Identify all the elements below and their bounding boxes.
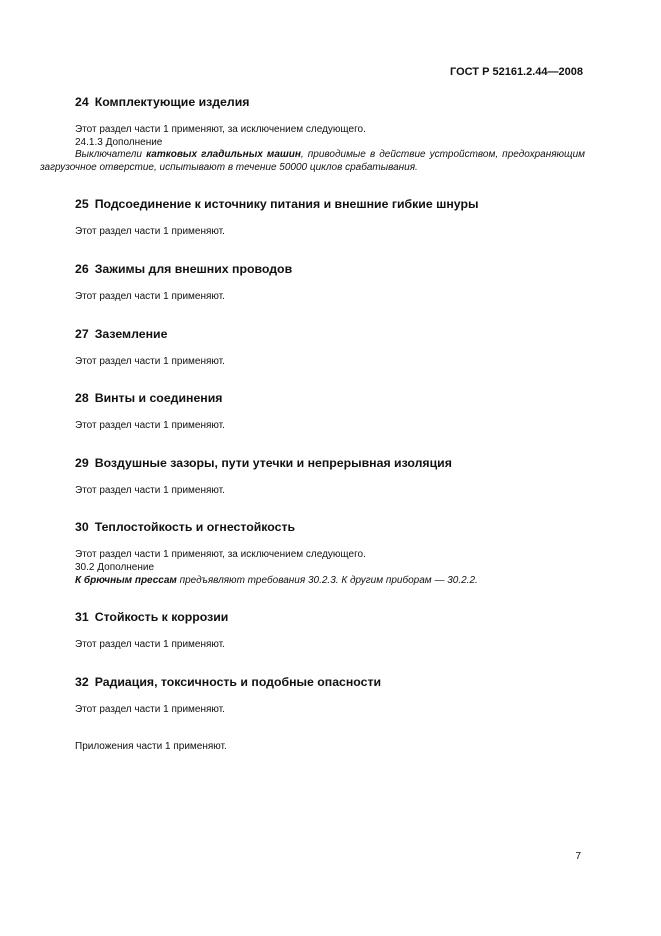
page-number: 7: [575, 851, 581, 862]
section-26: [40, 261, 580, 326]
amendment-post: предъявляют требования 30.2.3. К другим приборам — 30.2.2.: [176, 574, 478, 586]
section-title: [75, 261, 580, 277]
section-title: [75, 390, 580, 406]
section-title: [75, 196, 580, 212]
section-31: [40, 609, 580, 674]
section-28: [40, 390, 580, 455]
section-body: [40, 226, 580, 239]
section-29: [40, 455, 580, 520]
section-body: [40, 549, 580, 587]
section-number: 29: [75, 455, 89, 470]
paragraph: Этот раздел части 1 применяют.: [75, 226, 225, 238]
section-heading: Воздушные зазоры, пути утечки и непрерывная изоляция: [94, 455, 452, 470]
document-code: ГОСТ Р 52161.2.44—2008: [449, 66, 583, 78]
section-27: [40, 326, 580, 391]
section-body: [40, 420, 580, 433]
section-number: 26: [75, 261, 89, 276]
paragraph: Этот раздел части 1 применяют.: [75, 703, 225, 715]
paragraph: Этот раздел части 1 применяют.: [75, 355, 225, 367]
section-heading: Комплектующие изделия: [94, 95, 250, 109]
section-body: [40, 356, 580, 369]
paragraph: Этот раздел части 1 применяют, за исключением следующего.: [75, 549, 366, 561]
section-body: [40, 291, 580, 304]
amendment-text: [75, 575, 580, 588]
section-body: [40, 704, 580, 717]
amendment-emphasis: катковых гладильных машин: [146, 149, 301, 161]
paragraph: Этот раздел части 1 применяют, за исключением следующего.: [75, 124, 366, 135]
section-number: 27: [75, 326, 89, 341]
amendment-post: , приводимые в действие устройством, предохраняющим загрузочное отверстие, испытывают в течение 50000 циклов срабатывания.: [40, 149, 585, 173]
section-heading: Радиация, токсичность и подобные опасности: [94, 674, 382, 689]
section-heading: Винты и соединения: [94, 391, 223, 406]
section-title: [75, 674, 580, 690]
paragraph: Этот раздел части 1 применяют.: [75, 290, 225, 302]
document-body: [40, 94, 585, 716]
paragraph: Этот раздел части 1 применяют.: [75, 420, 225, 432]
section-number: 25: [75, 197, 89, 212]
section-30: [40, 519, 580, 609]
section-title: [75, 455, 580, 471]
section-title: [75, 94, 580, 110]
section-body: [40, 639, 580, 652]
section-title: [75, 609, 580, 625]
paragraph: Этот раздел части 1 применяют.: [75, 639, 225, 651]
amendment-pre: Выключатели: [75, 149, 147, 161]
section-body: [40, 124, 585, 174]
paragraph: Этот раздел части 1 применяют.: [75, 484, 225, 496]
section-heading: Заземление: [94, 326, 168, 341]
amendment-text: [40, 149, 585, 174]
section-number: 24: [75, 95, 89, 109]
section-number: 32: [75, 674, 89, 689]
section-25: [40, 196, 580, 261]
section-heading: Зажимы для внешних проводов: [94, 261, 293, 276]
section-heading: Теплостойкость и огнестойкость: [94, 520, 296, 535]
annex-statement: Приложения части 1 применяют.: [75, 741, 227, 752]
amendment-emphasis: К брючным прессам: [75, 574, 177, 586]
section-24: [40, 94, 585, 196]
subclause-label: 30.2 Дополнение: [75, 561, 155, 573]
subclause-label: 24.1.3 Дополнение: [75, 136, 163, 148]
section-number: 30: [75, 520, 89, 535]
section-number: 31: [75, 610, 89, 625]
section-heading: Подсоединение к источнику питания и внешние гибкие шнуры: [94, 197, 479, 212]
section-title: [75, 326, 580, 342]
section-body: [40, 485, 580, 498]
section-number: 28: [75, 391, 89, 406]
section-heading: Стойкость к коррозии: [94, 610, 229, 625]
section-32: [40, 674, 580, 717]
section-title: [75, 519, 580, 535]
